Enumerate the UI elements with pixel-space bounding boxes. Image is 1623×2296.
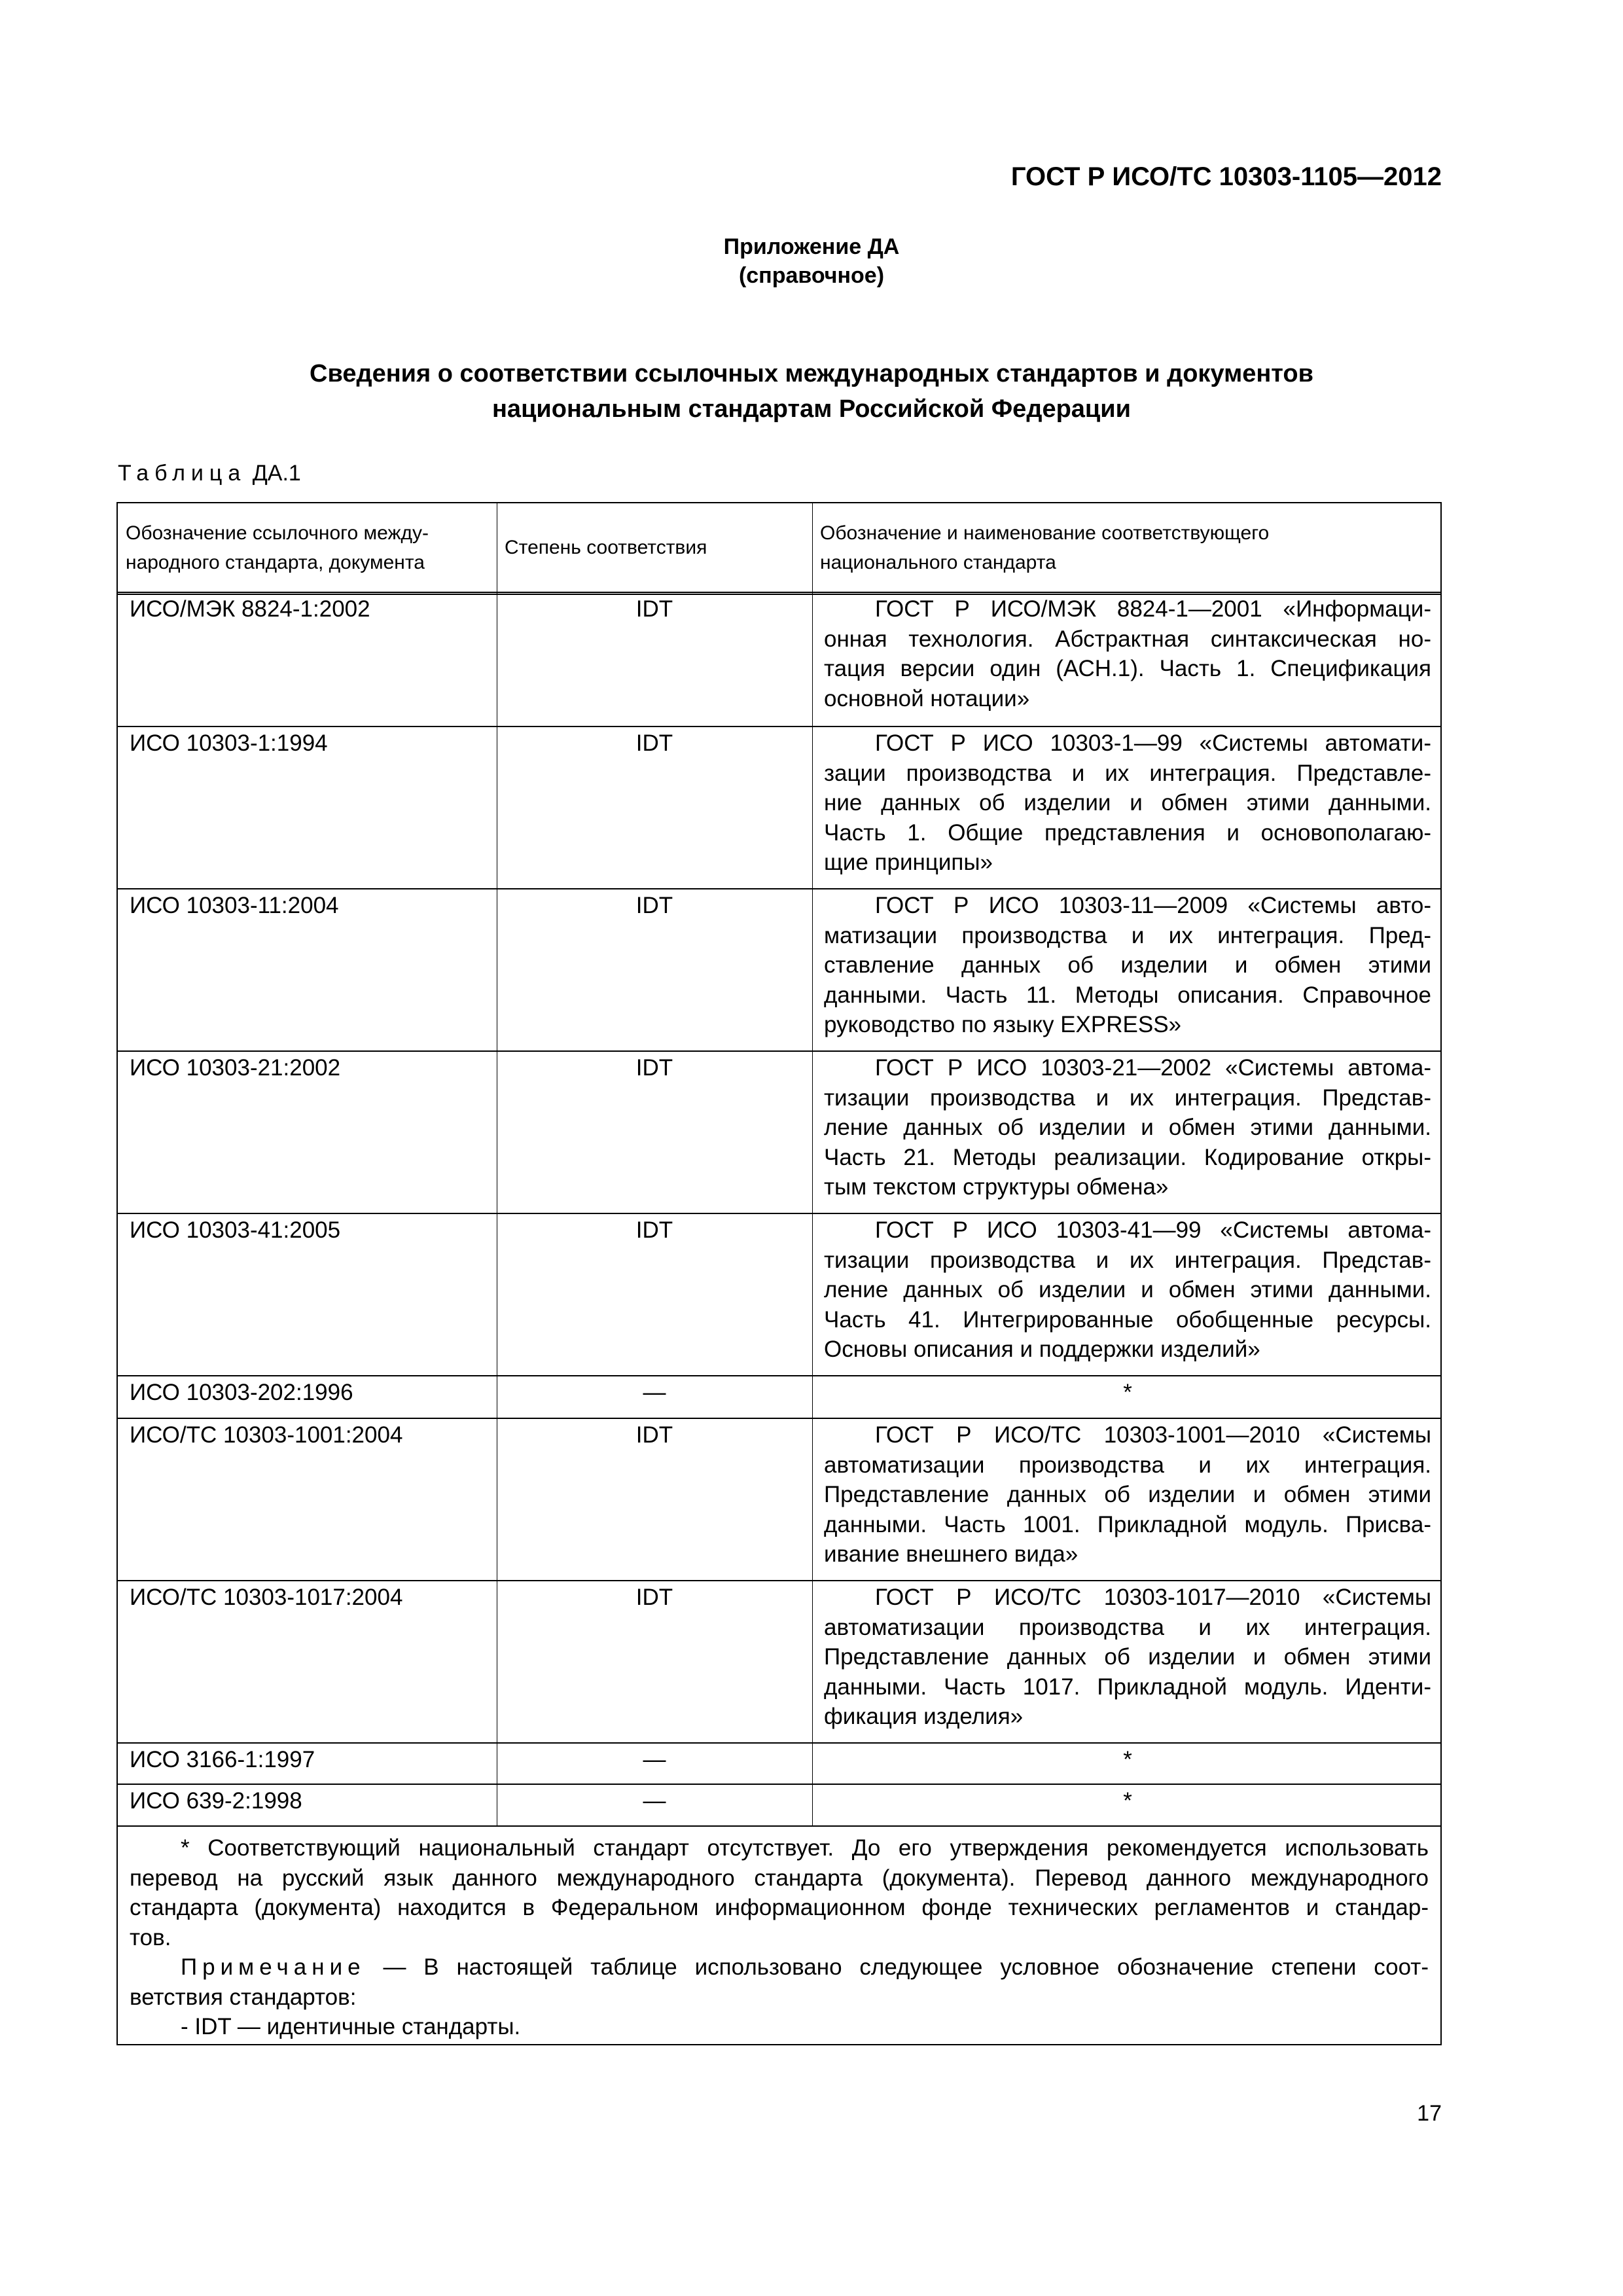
national-standard <box>812 726 1443 888</box>
reference-standard: ИСО/ТС 10303-1001:2004 <box>130 1422 403 1448</box>
reference-standard: ИСО 10303-202:1996 <box>130 1380 353 1405</box>
degree-of-correspondence: IDT <box>635 893 673 918</box>
degree-of-correspondence: — <box>643 1380 666 1405</box>
note-line <box>130 1952 1429 1982</box>
reference-standard: ИСО/МЭК 8824-1:2002 <box>130 596 370 622</box>
text-line: руководство по языку EXPRESS» <box>824 1012 1182 1037</box>
footnote-line: тов. <box>130 1924 171 1950</box>
reference-standard: ИСО 10303-21:2002 <box>130 1055 341 1081</box>
text-line: зации производства и их интеграция. Представле- <box>824 760 1431 786</box>
text-line: фикация изделия» <box>824 1704 1024 1729</box>
column-header <box>118 503 497 592</box>
national-standard: * <box>1123 1788 1132 1814</box>
reference-standard: ИСО 10303-1:1994 <box>130 730 328 756</box>
text-line: ГОСТ Р ИСО/ТС 10303-1017—2010 «Системы <box>875 1585 1431 1610</box>
note-label: Примечание <box>181 1954 366 1980</box>
text-line: национального стандарта <box>820 551 1056 573</box>
degree-of-correspondence: — <box>643 1788 666 1814</box>
degree-of-correspondence: IDT <box>635 1422 673 1448</box>
legend-line: - IDT — идентичные стандарты. <box>181 2014 521 2039</box>
text-line: тация версии один (АСН.1). Часть 1. Спецификация <box>824 656 1431 681</box>
reference-standard: ИСО/ТС 10303-1017:2004 <box>130 1585 403 1610</box>
text-line: Часть 1. Общие представления и основополагаю- <box>824 819 1431 846</box>
reference-standard: ИСО 3166-1:1997 <box>130 1747 315 1772</box>
text-line: ление данных об изделии и обмен этими данными. <box>824 1115 1431 1140</box>
reference-standard: ИСО 10303-41:2005 <box>130 1217 341 1243</box>
column-header <box>812 503 1443 592</box>
degree-of-correspondence: — <box>643 1747 666 1772</box>
degree-of-correspondence: IDT <box>635 1585 673 1610</box>
text-line: ГОСТ Р ИСО/ТС 10303-1001—2010 «Системы <box>875 1422 1431 1448</box>
appendix-subtitle: (справочное) <box>738 263 885 288</box>
text-line: данными. Часть 11. Методы описания. Справочное <box>824 982 1431 1008</box>
text-line: автоматизации производства и их интеграция. <box>824 1614 1431 1640</box>
section-title-line-1: Сведения о соответствии ссылочных международных стандартов и документов <box>310 360 1313 387</box>
degree-of-correspondence: IDT <box>635 1217 673 1243</box>
document-code: ГОСТ Р ИСО/ТС 10303-1105—2012 <box>1010 162 1442 191</box>
text-line: Часть 21. Методы реализации. Кодирование откры- <box>824 1144 1431 1170</box>
text-line: онная технология. Абстрактная синтаксическая но- <box>824 626 1431 652</box>
text-line: тизации производства и их интеграция. Представ- <box>824 1247 1431 1273</box>
text-line: ГОСТ Р ИСО 10303-1—99 «Системы автомати- <box>875 730 1431 756</box>
text-line: Обозначение и наименование соответствующего <box>820 522 1270 544</box>
text-line: Представление данных об изделии и обмен этими <box>824 1482 1431 1507</box>
text-line: основной нотации» <box>824 685 1030 711</box>
text-line: тым текстом структуры обмена» <box>824 1174 1169 1200</box>
text-line: ставление данных об изделии и обмен этими <box>824 952 1431 978</box>
reference-standard: ИСО 10303-11:2004 <box>130 893 339 918</box>
degree-of-correspondence: IDT <box>635 1055 673 1081</box>
text-line: ивание внешнего вида» <box>824 1541 1079 1567</box>
page-number: 17 <box>1417 2101 1442 2126</box>
note-line: ветствия стандартов: <box>130 1984 357 2010</box>
degree-of-correspondence: IDT <box>635 730 673 756</box>
national-standard <box>812 592 1443 726</box>
national-standard <box>812 1418 1443 1580</box>
reference-standard: ИСО 639-2:1998 <box>130 1788 302 1814</box>
table-label-prefix: Таблица <box>118 461 247 486</box>
degree-of-correspondence: IDT <box>635 596 673 622</box>
text-line: народного стандарта, документа <box>126 551 425 573</box>
text-line: ление данных об изделии и обмен этими данными. <box>824 1277 1431 1302</box>
text-line: Степень соответствия <box>505 537 707 558</box>
text-line: Представление данных об изделии и обмен этими <box>824 1644 1431 1670</box>
table-label-number: ДА.1 <box>252 461 301 486</box>
text-line: ГОСТ Р ИСО 10303-11—2009 «Системы авто- <box>875 893 1431 918</box>
text-line: матизации производства и их интеграция. Пред- <box>824 922 1431 948</box>
footnote-line: перевод на русский язык данного международного стандарта (документа). Перевод данного международного <box>130 1865 1429 1891</box>
table-label <box>118 461 301 486</box>
appendix-title: Приложение ДА <box>723 234 900 259</box>
text-line: ГОСТ Р ИСО 10303-21—2002 «Системы автома- <box>875 1055 1431 1081</box>
text-line: щие принципы» <box>824 850 993 875</box>
national-standard: * <box>1123 1747 1132 1772</box>
correspondence-table <box>116 502 1442 2045</box>
table-footnote <box>118 1825 1440 2042</box>
text-line: Обозначение ссылочного между- <box>126 522 429 544</box>
text-line: тизации производства и их интеграция. Представ- <box>824 1085 1431 1111</box>
text-line: автоматизации производства и их интеграция. <box>824 1452 1431 1478</box>
footnote-line: стандарта (документа) находится в Федеральном информационном фонде технических регламентов и стандар- <box>130 1895 1429 1920</box>
text-line: Часть 41. Интегрированные обобщенные ресурсы. <box>824 1306 1431 1333</box>
national-standard <box>812 1213 1443 1375</box>
footnote-line: * Соответствующий национальный стандарт отсутствует. До его утверждения рекомендуется использовать <box>181 1835 1429 1861</box>
text-line: данными. Часть 1017. Прикладной модуль. Иденти- <box>824 1674 1431 1700</box>
national-standard <box>812 1050 1443 1213</box>
national-standard: * <box>1123 1380 1132 1405</box>
text-line: ние данных об изделии и обмен этими данными. <box>824 790 1431 816</box>
text-line: данными. Часть 1001. Прикладной модуль. Присва- <box>824 1511 1431 1537</box>
national-standard <box>812 1580 1443 1742</box>
note-text: — В настоящей таблице использовано следующее условное обозначение степени соот- <box>365 1954 1429 1980</box>
text-line: ГОСТ Р ИСО 10303-41—99 «Системы автома- <box>875 1217 1431 1243</box>
column-header <box>497 503 812 592</box>
text-line: Основы описания и поддержки изделий» <box>824 1336 1260 1362</box>
national-standard <box>812 888 1443 1050</box>
text-line: ГОСТ Р ИСО/МЭК 8824-1—2001 «Информаци- <box>875 596 1431 622</box>
section-title-line-2: национальным стандартам Российской Федерации <box>491 395 1131 423</box>
